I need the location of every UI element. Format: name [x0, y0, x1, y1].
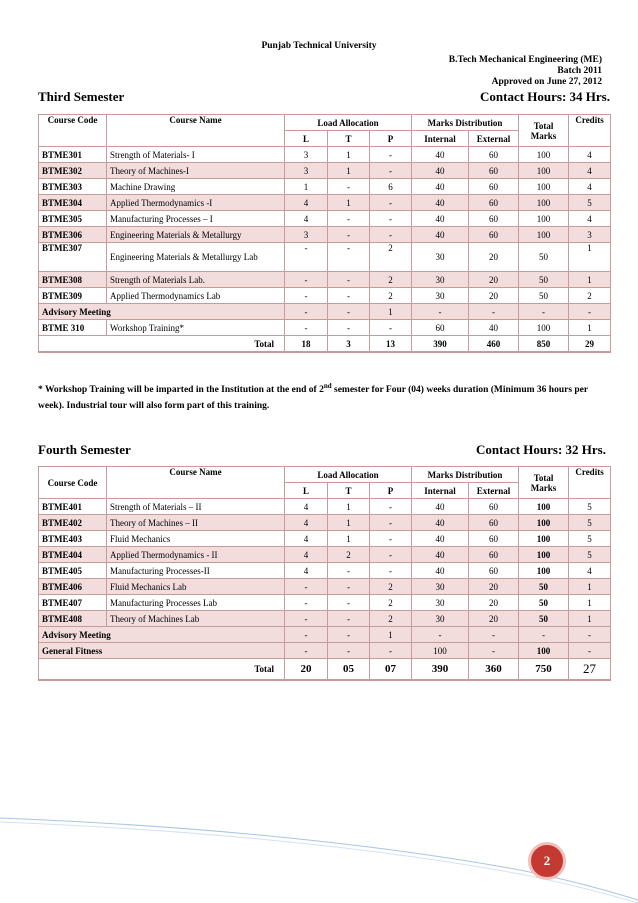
cell-total: 50: [519, 243, 569, 272]
total-internal: 390: [412, 659, 469, 681]
cell-external: 60: [469, 163, 519, 179]
total-label: Total: [39, 659, 285, 681]
cell-credits: 5: [569, 499, 611, 515]
cell-credits: 4: [569, 147, 611, 163]
third-contact-hours: Contact Hours: 34 Hrs.: [480, 89, 610, 104]
cell-l: 4: [285, 211, 328, 227]
cell-code: BTME408: [39, 611, 107, 627]
table-row: [39, 227, 611, 243]
cell-name: Workshop Training*: [107, 320, 285, 336]
total-credits: 29: [569, 336, 611, 353]
cell-name: Manufacturing Processes Lab: [107, 595, 285, 611]
cell-external: 60: [469, 499, 519, 515]
cell-t: -: [328, 579, 370, 595]
cell-t: -: [328, 595, 370, 611]
cell-external: 20: [469, 579, 519, 595]
cell-code: BTME401: [39, 499, 107, 515]
cell-external: -: [469, 627, 519, 643]
cell-l: -: [285, 304, 328, 320]
cell-p: 1: [370, 304, 412, 320]
cell-credits: 2: [569, 288, 611, 304]
cell-t: 1: [328, 195, 370, 211]
cell-external: 60: [469, 211, 519, 227]
cell-l: 4: [285, 563, 328, 579]
cell-t: -: [328, 304, 370, 320]
fourth-semester-title: Fourth Semester: [38, 442, 131, 457]
table-row: [39, 579, 611, 595]
table-row: [39, 595, 611, 611]
header-course-code: Course Code: [39, 115, 107, 147]
header-course-code: Course Code: [39, 467, 107, 499]
header-credits: Credits: [569, 115, 611, 147]
cell-internal: 40: [412, 163, 469, 179]
cell-credits: 5: [569, 195, 611, 211]
cell-p: 1: [370, 627, 412, 643]
total-t: 05: [328, 659, 370, 681]
cell-name: Strength of Materials Lab.: [107, 272, 285, 288]
advisory-row: [39, 304, 611, 320]
fitness-label: General Fitness: [39, 643, 285, 659]
cell-external: 60: [469, 179, 519, 195]
total-marks: 850: [519, 336, 569, 353]
cell-code: BTME404: [39, 547, 107, 563]
cell-name: Applied Thermodynamics -I: [107, 195, 285, 211]
cell-credits: 4: [569, 179, 611, 195]
workshop-row: [39, 320, 611, 336]
footnote-text-1: * Workshop Training will be imparted in the Institution at the end of 2: [38, 385, 324, 396]
table-row: [39, 547, 611, 563]
batch-label: Batch 2011: [557, 66, 602, 76]
page-number-badge: 2: [528, 842, 566, 880]
advisory-label: Advisory Meeting: [39, 304, 285, 320]
cell-t: -: [328, 211, 370, 227]
cell-internal: 30: [412, 611, 469, 627]
table-header-row: [39, 115, 611, 131]
total-internal: 390: [412, 336, 469, 353]
table-row: [39, 515, 611, 531]
table-row: [39, 195, 611, 211]
table-row: [39, 179, 611, 195]
cell-l: -: [285, 595, 328, 611]
cell-p: -: [370, 515, 412, 531]
cell-l: 4: [285, 531, 328, 547]
cell-total: 50: [519, 595, 569, 611]
cell-internal: 60: [412, 320, 469, 336]
cell-l: -: [285, 243, 328, 272]
cell-name: Strength of Materials – II: [107, 499, 285, 515]
table-row: [39, 211, 611, 227]
cell-total: 100: [519, 499, 569, 515]
third-semester-table: [38, 114, 611, 353]
cell-internal: 40: [412, 515, 469, 531]
cell-internal: 40: [412, 499, 469, 515]
cell-t: 2: [328, 547, 370, 563]
fourth-contact-hours: Contact Hours: 32 Hrs.: [476, 442, 606, 457]
cell-name: Theory of Machines – II: [107, 515, 285, 531]
cell-internal: 40: [412, 547, 469, 563]
cell-l: 3: [285, 227, 328, 243]
cell-external: 60: [469, 227, 519, 243]
cell-t: -: [328, 243, 370, 272]
cell-external: 60: [469, 547, 519, 563]
third-semester-title: Third Semester: [38, 89, 125, 104]
cell-t: -: [328, 227, 370, 243]
cell-credits: 5: [569, 515, 611, 531]
cell-code: BTME307: [39, 243, 107, 272]
cell-external: 20: [469, 288, 519, 304]
cell-total: 100: [519, 547, 569, 563]
cell-l: 1: [285, 179, 328, 195]
cell-p: -: [370, 547, 412, 563]
university-name: Punjab Technical University: [261, 41, 377, 51]
cell-t: 1: [328, 531, 370, 547]
cell-name: Applied Thermodynamics - II: [107, 547, 285, 563]
total-p: 07: [370, 659, 412, 681]
header-total-marks: Total Marks: [519, 467, 569, 499]
table-row: [39, 147, 611, 163]
cell-credits: 5: [569, 547, 611, 563]
cell-l: -: [285, 579, 328, 595]
cell-internal: 30: [412, 595, 469, 611]
table-row: [39, 272, 611, 288]
total-t: 3: [328, 336, 370, 353]
cell-total: 100: [519, 195, 569, 211]
total-credits: 27: [569, 659, 611, 681]
cell-total: 100: [519, 147, 569, 163]
cell-name: Manufacturing Processes – I: [107, 211, 285, 227]
cell-p: -: [370, 320, 412, 336]
cell-credits: -: [569, 627, 611, 643]
fitness-row: [39, 643, 611, 659]
cell-code: BTME406: [39, 579, 107, 595]
cell-t: 1: [328, 163, 370, 179]
header-internal: Internal: [412, 131, 469, 147]
header-total-marks: Total Marks: [519, 115, 569, 147]
cell-credits: 5: [569, 531, 611, 547]
cell-credits: -: [569, 643, 611, 659]
cell-internal: 30: [412, 243, 469, 272]
cell-p: -: [370, 195, 412, 211]
header-credits: Credits: [569, 467, 611, 499]
cell-t: -: [328, 288, 370, 304]
header-t: T: [328, 131, 370, 147]
cell-internal: 100: [412, 643, 469, 659]
cell-total: 100: [519, 515, 569, 531]
cell-internal: -: [412, 304, 469, 320]
cell-total: 50: [519, 579, 569, 595]
header-l: L: [285, 131, 328, 147]
cell-code: BTME306: [39, 227, 107, 243]
cell-credits: 1: [569, 579, 611, 595]
cell-total: 100: [519, 643, 569, 659]
table-row: [39, 531, 611, 547]
header-l: L: [285, 483, 328, 499]
cell-p: 2: [370, 288, 412, 304]
header-external: External: [469, 131, 519, 147]
third-semester-rows: [39, 147, 611, 304]
cell-code: BTME303: [39, 179, 107, 195]
cell-name: Theory of Machines-I: [107, 163, 285, 179]
advisory-row: [39, 627, 611, 643]
cell-name: Strength of Materials- I: [107, 147, 285, 163]
cell-l: -: [285, 288, 328, 304]
cell-total: 100: [519, 227, 569, 243]
cell-code: BTME405: [39, 563, 107, 579]
cell-p: 2: [370, 611, 412, 627]
cell-external: 40: [469, 320, 519, 336]
cell-external: 20: [469, 243, 519, 272]
fourth-semester-rows: [39, 499, 611, 627]
cell-external: 60: [469, 147, 519, 163]
cell-t: -: [328, 320, 370, 336]
cell-name: Fluid Mechanics: [107, 531, 285, 547]
cell-credits: 4: [569, 211, 611, 227]
cell-code: BTME402: [39, 515, 107, 531]
cell-l: 4: [285, 195, 328, 211]
footnote-text-2: semester for Four (04) weeks duration (Minimum 36 hours per week). Industrial tour will also form part of this training.: [38, 385, 588, 412]
cell-external: 20: [469, 272, 519, 288]
cell-external: 20: [469, 595, 519, 611]
cell-internal: 30: [412, 288, 469, 304]
cell-p: -: [370, 643, 412, 659]
cell-t: 1: [328, 499, 370, 515]
cell-name: Engineering Materials & Metallurgy: [107, 227, 285, 243]
total-label: Total: [39, 336, 285, 353]
cell-p: 2: [370, 595, 412, 611]
total-external: 460: [469, 336, 519, 353]
cell-external: 20: [469, 611, 519, 627]
cell-t: -: [328, 272, 370, 288]
header-marks-distribution: Marks Distribution: [412, 115, 519, 131]
cell-name: Theory of Machines Lab: [107, 611, 285, 627]
cell-t: -: [328, 179, 370, 195]
program-header: [449, 55, 602, 88]
cell-credits: 4: [569, 563, 611, 579]
cell-p: -: [370, 563, 412, 579]
cell-total: 100: [519, 320, 569, 336]
cell-p: -: [370, 147, 412, 163]
cell-code: BTME302: [39, 163, 107, 179]
cell-p: 6: [370, 179, 412, 195]
cell-t: -: [328, 563, 370, 579]
total-row: [39, 659, 611, 681]
table-row: [39, 163, 611, 179]
cell-internal: 40: [412, 195, 469, 211]
cell-p: 2: [370, 579, 412, 595]
cell-p: 2: [370, 243, 412, 272]
cell-l: 4: [285, 515, 328, 531]
table-row: [39, 288, 611, 304]
cell-code: BTME403: [39, 531, 107, 547]
cell-internal: 40: [412, 531, 469, 547]
cell-internal: 40: [412, 179, 469, 195]
cell-l: 4: [285, 547, 328, 563]
cell-t: 1: [328, 515, 370, 531]
cell-code: BTME407: [39, 595, 107, 611]
cell-internal: -: [412, 627, 469, 643]
cell-total: 50: [519, 272, 569, 288]
workshop-footnote: [38, 378, 610, 414]
advisory-label: Advisory Meeting: [39, 627, 285, 643]
cell-external: 60: [469, 531, 519, 547]
cell-external: -: [469, 643, 519, 659]
cell-p: -: [370, 227, 412, 243]
cell-l: 3: [285, 163, 328, 179]
cell-internal: 30: [412, 272, 469, 288]
header-t: T: [328, 483, 370, 499]
table-row: [39, 499, 611, 515]
total-marks: 750: [519, 659, 569, 681]
cell-credits: 1: [569, 272, 611, 288]
cell-internal: 40: [412, 147, 469, 163]
cell-credits: 1: [569, 243, 611, 272]
cell-p: -: [370, 211, 412, 227]
header-course-name: Course Name: [107, 115, 285, 147]
cell-credits: 1: [569, 611, 611, 627]
cell-t: 1: [328, 147, 370, 163]
cell-total: -: [519, 304, 569, 320]
cell-external: 60: [469, 563, 519, 579]
cell-code: BTME301: [39, 147, 107, 163]
cell-total: 100: [519, 179, 569, 195]
header-p: P: [370, 483, 412, 499]
header-load-allocation: Load Allocation: [285, 115, 412, 131]
cell-l: 4: [285, 499, 328, 515]
cell-t: -: [328, 627, 370, 643]
cell-code: BTME308: [39, 272, 107, 288]
cell-code: BTME309: [39, 288, 107, 304]
cell-credits: -: [569, 304, 611, 320]
footnote-superscript: nd: [323, 382, 332, 390]
program-name: B.Tech Mechanical Engineering (ME): [448, 55, 602, 65]
cell-name: Applied Thermodynamics Lab: [107, 288, 285, 304]
cell-total: 100: [519, 563, 569, 579]
cell-total: 100: [519, 163, 569, 179]
cell-total: 50: [519, 611, 569, 627]
header-external: External: [469, 483, 519, 499]
approval-date: Approved on June 27, 2012: [491, 77, 602, 87]
cell-total: 50: [519, 288, 569, 304]
cell-l: -: [285, 272, 328, 288]
cell-total: 100: [519, 531, 569, 547]
cell-credits: 1: [569, 320, 611, 336]
cell-name: Engineering Materials & Metallurgy Lab: [107, 243, 285, 272]
header-p: P: [370, 131, 412, 147]
cell-credits: 4: [569, 163, 611, 179]
cell-internal: 40: [412, 227, 469, 243]
cell-name: Machine Drawing: [107, 179, 285, 195]
cell-p: -: [370, 531, 412, 547]
fourth-semester-table: [38, 466, 611, 681]
cell-l: -: [285, 643, 328, 659]
cell-internal: 40: [412, 211, 469, 227]
cell-name: Manufacturing Processes-II: [107, 563, 285, 579]
cell-l: 3: [285, 147, 328, 163]
table-row: [39, 243, 611, 272]
cell-p: -: [370, 163, 412, 179]
cell-internal: 30: [412, 579, 469, 595]
table-row: [39, 563, 611, 579]
cell-total: -: [519, 627, 569, 643]
cell-t: -: [328, 611, 370, 627]
cell-t: -: [328, 643, 370, 659]
cell-p: 2: [370, 272, 412, 288]
cell-name: Fluid Mechanics Lab: [107, 579, 285, 595]
cell-external: 60: [469, 515, 519, 531]
cell-code: BTME305: [39, 211, 107, 227]
cell-p: -: [370, 499, 412, 515]
cell-external: -: [469, 304, 519, 320]
header-marks-distribution: Marks Distribution: [412, 467, 519, 483]
header-load-allocation: Load Allocation: [285, 467, 412, 483]
total-p: 13: [370, 336, 412, 353]
total-l: 20: [285, 659, 328, 681]
cell-total: 100: [519, 211, 569, 227]
total-row: [39, 336, 611, 353]
header-internal: Internal: [412, 483, 469, 499]
table-row: [39, 611, 611, 627]
cell-credits: 1: [569, 595, 611, 611]
total-l: 18: [285, 336, 328, 353]
cell-l: -: [285, 627, 328, 643]
cell-code: BTME 310: [39, 320, 107, 336]
table-header-row: [39, 467, 611, 483]
cell-l: -: [285, 320, 328, 336]
cell-internal: 40: [412, 563, 469, 579]
total-external: 360: [469, 659, 519, 681]
cell-code: BTME304: [39, 195, 107, 211]
cell-external: 60: [469, 195, 519, 211]
cell-l: -: [285, 611, 328, 627]
header-course-name: Course Name: [107, 467, 285, 499]
cell-credits: 3: [569, 227, 611, 243]
